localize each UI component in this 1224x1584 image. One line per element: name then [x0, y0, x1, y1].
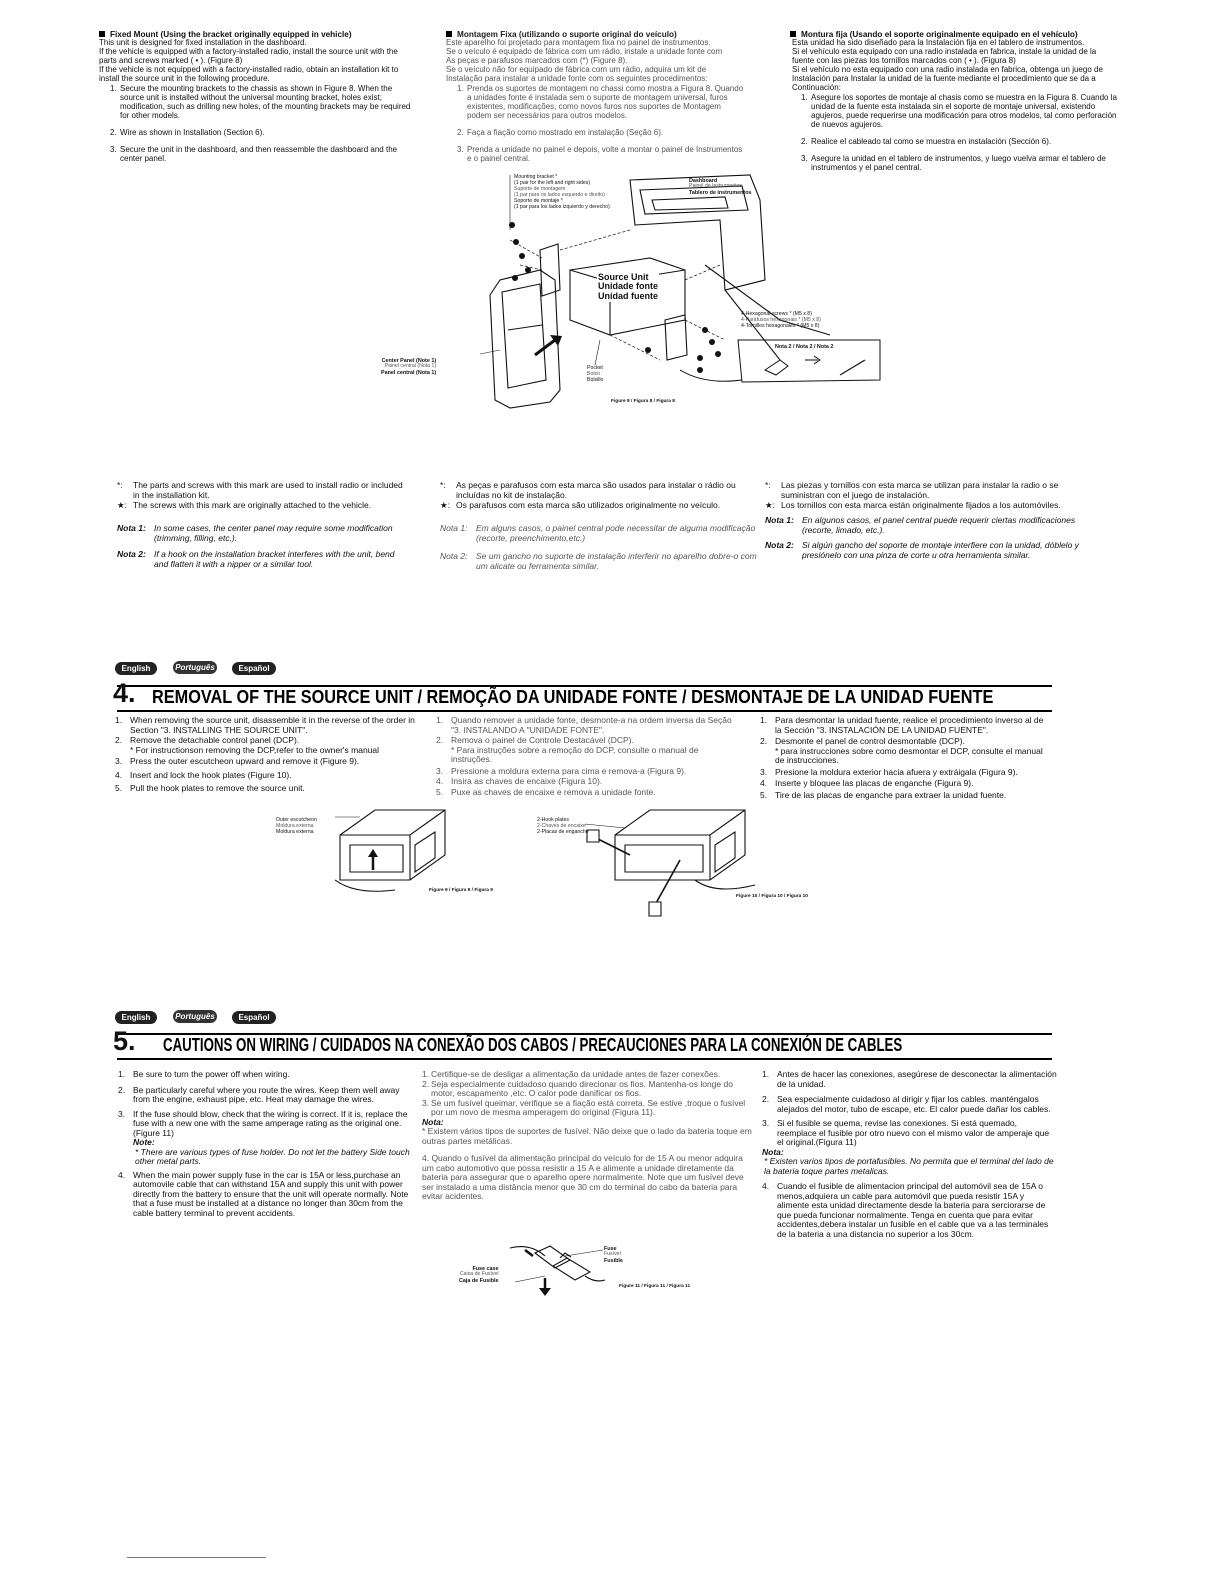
list-item: 1. Para desmontar la unidad fuente, realice el procedimiento inverso al de la Sección "3. INSTALACIÓN DE LA UNIDAD FUENTE".	[760, 715, 1044, 735]
list-item: 2. Remova o painel de Controle Destacável (DCP). * Para instruções sobre a remoção do DCP, consulte o manual de instruções.	[436, 735, 699, 765]
note-item: Nota 1: En algunos casos, el panel central puede requerir ciertas modificaciones (recorte, limado, etc.).	[765, 515, 1076, 536]
marks-notes-pt	[440, 481, 758, 571]
list-item: 3. Si el fusible se quema, revise las conexiones. Si está quemado, reemplace el fusible por otro nuevo con el mismo valor de amperaje que el original.(Figura 11)	[762, 1118, 1050, 1148]
fig8-pocket-label: Pocket Bolso Bolsillo	[587, 365, 604, 383]
fixed-mount-es-heading: Montura fija (Usando el soporte originalmente equipado en el vehículo)	[790, 30, 1120, 39]
list-item: 1. Prenda os suportes de montagem no chassi como mostra a Figura 8. Quando a unidades fonte é instalada sem o suporte de montagem universal, furos existentes, modificações, como novos furos nos suportes de Montagem podem ser necessários para outros modelos.	[457, 83, 744, 120]
section5-es-note-label: Nota:	[762, 1146, 784, 1157]
note-item: Nota 2: If a hook on the installation bracket interferes with the unit, bend and flatten it with a nipper or a similar tool.	[117, 548, 395, 569]
list-item: 1. Asegure los soportes de montaje al chasis como se muestra en la Figura 8. Cuando la unidad de la fuente esta instalada sin el soporte de montaje universal, existendo agujeros, puede requerirse una modificación para otros modelos, tal como perforación de nuevos agujeros.	[801, 92, 1117, 129]
list-item: 4. Insert and lock the hook plates (Figure 10).	[115, 769, 292, 780]
fig8-hex-screws-label: 4-Hexagonal screws * (M5 x 8) 4-Parafusos hexagonais * (M5 x 8) 4-Tornillos hexagonales * (M5 x 8)	[741, 311, 821, 329]
section4-rule-bottom	[117, 710, 1052, 712]
fig11-fuse-case-label: Fuse case Caixa de Fusível Caja de Fusible	[459, 1266, 499, 1285]
note-item: Nota 2: Si algún gancho del soporte de montaje interfiere con la unidad, dóblelo y presiónelo con una pinza de corte u otra herramienta similar.	[765, 539, 1079, 560]
figure-10-diagram	[585, 800, 760, 920]
list-item: 5. Pull the hook plates to remove the source unit.	[115, 783, 305, 794]
list-item: 2. Desmonte el panel de control desmontable (DCP). * para instrucciones sobre como desmontar el DCP, consulte el manual de instrucciones.	[760, 736, 1043, 766]
note-item: Nota 1: In some cases, the center panel may require some modification (trimming, filling, etc.).	[117, 523, 393, 544]
section5-es-item-4: 4. Cuando el fusible de alimentacion principal del automóvil sea de 15A o menos,adquiera un cable para automóvil que pueda resistir 15A y alimente esta unidad directamente desde la bateria para serciorarse de que pueda funcionar normalmente. Tenga en cuenta que para evitar accidentes,debera instalar un fusible en el cable que va a las terminales de la bateria a una distancia no superior a los 30cm.	[762, 1181, 1049, 1239]
list-item: 2. Seja especialmente cuidadoso quando direcionar os fios. Mantenha-os longe do motor, escapamento ,etc. O calor pode danificar os fios.	[422, 1078, 733, 1099]
section5-number: 5.	[113, 1026, 136, 1056]
fig8-dashboard-label: Dashboard Painel de Instrumentos Tablero de instrumentos	[689, 178, 752, 197]
list-item: 3. Asegure la unidad en el tablero de instrumentos, y luego vuelva armar el tablero de instrumentos y el panel central.	[801, 153, 1106, 172]
fixed-mount-es	[790, 30, 1120, 173]
fig8-note2-label: Nota 2 / Nota 2 / Nota 2	[775, 344, 834, 350]
fig8-caption: Figure 8 / Figura 8 / Figura 8	[611, 399, 675, 404]
mark-item: *: The parts and screws with this mark are used to install radio or included in the installation kit.	[117, 480, 403, 500]
fig10-hook-plates-label: 2-Hook plates 2-Chaves de encaixe 2-Placas de enganche	[537, 817, 589, 835]
fig10-caption: Figure 10 / Figura 10 / Figura 10	[736, 894, 808, 899]
list-item: 4. Insira as chaves de encaixe (Figura 10).	[436, 776, 603, 787]
lang-tab-english-2: English	[115, 1011, 157, 1024]
list-item: 3. Se um fusível queimar, verifique se a fiação está correta. Se estive ,troque o fusível por um novo de mesma amperagem do original (Figura 11).	[422, 1097, 746, 1118]
list-item: 5. Puxe as chaves de encaixe e remova a unidade fonte.	[436, 786, 656, 797]
list-item: 1. Certifique-se de desligar a alimentação da unidade antes de fazer conexões.	[422, 1069, 721, 1079]
section5-en-note: * There are various types of fuse holder. Do not let the battery Side touch other metal parts.	[135, 1146, 410, 1167]
section4-es	[760, 714, 1050, 800]
list-item: 2. Faça a fiação como mostrado em instalação (Seção 6).	[457, 127, 664, 137]
section4-number: 4.	[113, 678, 136, 708]
fixed-mount-en-heading: Fixed Mount (Using the bracket originally equipped in vehicle)	[99, 30, 411, 39]
section5-es-note: * Existen varios tipos de portafusibles. No permita que el terminal del lado de la bateria toque partes metalicas.	[764, 1156, 1054, 1176]
section4-en	[115, 714, 415, 794]
section5-pt-item-4: 4. Quando o fusível da alimentação principal do veículo for de 15 A ou menor adquira um cabo automotivo que possa resistir a 15 A e alimente a unidade diretamente da bateria para assegurar que o aparelho opere normalmente. Note que um fusível deve ser instalado a uma distância menor que 30 cm do terminal do cabo da bateria para evitar acidentes.	[422, 1153, 744, 1202]
section4-title: REMOVAL OF THE SOURCE UNIT / REMOÇÃO DA UNIDADE FONTE / DESMONTAJE DE LA UNIDAD FUENTE	[152, 687, 994, 707]
note-item: Nota 2: Se um gancho no suporte de instalação interferir no aparelho dobre-o com um alicate ou ferramenta similar.	[440, 550, 757, 571]
section5-pt-note-label: Nota:	[422, 1116, 444, 1127]
fig8-mounting-bracket-label: Mounting bracket * (1 pair for the left and right sides) Suporte de montagem (1 par para os lados esquerdo e direito) Soporte de montaje * (1 par para los lados izquierdo y derecho)	[514, 174, 610, 210]
lang-tab-espanol-2: Español	[232, 1011, 276, 1024]
mark-item: ★: Los tornillos con esta marca están originalmente fijados a los automóviles.	[765, 499, 1061, 510]
list-item: 3. Pressione a moldura externa para cima e remova-a (Figura 9).	[436, 765, 687, 776]
list-item: 2. Wire as shown in Installation (Section 6).	[110, 127, 265, 137]
fixed-mount-pt-heading: Montagem Fixa (utilizando o suporte original do veículo)	[446, 30, 746, 39]
list-item: 3. Secure the unit in the dashboard, and then reassemble the dashboard and the center panel.	[110, 144, 398, 163]
list-item: 1. Quando remover a unidade fonte, desmonte-a na ordem inversa da Seção "3. INSTALANDO A "UNIDADE FONTE".	[436, 715, 732, 735]
fig11-caption: Figure 11 / Figura 11 / Figura 11	[619, 1284, 691, 1289]
list-item: 1. Antes de hacer las conexiones, asegúrese de desconectar la alimentación de la unidad.	[762, 1069, 1057, 1089]
list-item: 2. Sea especialmente cuidadoso al dirigir y fijar los cables. manténgalos alejados del motor, tubo de escape, etc. El calor puede dañar los cables.	[762, 1094, 1051, 1114]
list-item: 3. Press the outer escutcheon upward and remove it (Figure 9).	[115, 756, 360, 767]
fixed-mount-en	[99, 30, 411, 164]
fixed-mount-pt-intro: Este aparelho foi projetado para montagem fixa no painel de instrumentos. Se o veículo é equipado de fábrica com um rádio, instale a unidade fonte com As peças e parafusos marcados com (*) (Figure 8). Se o veículo não for equipado de fábrica com um rádio, adquira um kit de Instalação para instalar a unidade fonte com os seguintes procedimentos:	[446, 38, 723, 83]
fig8-source-unit-label: Source Unit Unidade fonte Unidad fuente	[598, 272, 658, 301]
mark-item: *: Las piezas y tornillos con esta marca se utilizan para instalar la radio o se suministran con el juego de instalación.	[765, 480, 1059, 500]
note-item: Nota 1: Em alguns casos, o painel central pode necessitar de alguma modificação (recorte, preenchimento,etc.)	[440, 523, 756, 544]
fig9-outer-escutcheon-label: Outer escutcheon Moldura externa Moldura externa	[276, 817, 317, 835]
list-item: 2. Realice el cableado tal como se muestra en instalación (Sección 6).	[801, 136, 1052, 146]
list-item: 3. Presione la moldura exterior hacia afuera y extráigala (Figura 9).	[760, 766, 1018, 777]
list-item: 3. Prenda a unidade no painel e depois, volte a montar o painel de Instrumentos e o painel central.	[457, 144, 743, 163]
section5-en-note-label: Note:	[133, 1137, 155, 1148]
marks-notes-en	[117, 481, 409, 569]
section5-en	[118, 1068, 418, 1218]
list-item: 4. Inserte y bloquee las placas de enganche (Figura 9).	[760, 778, 974, 789]
figure-11-diagram	[505, 1238, 615, 1298]
mark-item: ★: Os parafusos com esta marca são utilizados originalmente no veículo.	[440, 499, 721, 510]
list-item: 3. If the fuse should blow, check that the wiring is correct. If it is, replace the fuse with a new one with the same amperage rating as the original one.(Figure 11) Note: * There are various types of fuse holder. Do not let the battery Side touch other metal parts.	[118, 1110, 418, 1167]
lang-tab-english: English	[115, 662, 157, 675]
section4-pt	[436, 714, 736, 797]
list-item: 1. Be sure to turn the power off when wiring.	[118, 1069, 290, 1079]
lang-tab-espanol: Español	[232, 662, 276, 675]
list-item: 4. When the main power supply fuse in the car is 15A or less,purchase an automovile cable that can withstand 15A and supply this unit with power directly from the battery to ensure that the unit will operate normally. Note that a fuse must be installed at a distance no longer than 30cm from the cable battery terminal to prevent accidents.	[118, 1169, 409, 1218]
fig11-fuse-label: Fuse Fusível Fusible	[604, 1246, 623, 1265]
lang-tab-portugues: Português	[173, 661, 217, 674]
fig8-center-panel-label: Center Panel (Note 1) Painel central (Nota 1) Panel central (Nota 1)	[381, 358, 437, 377]
list-item: 1. When removing the source unit, disassemble it in the reverse of the order in Section "3. INSTALLING THE SOURCE UNIT".	[115, 715, 415, 735]
fixed-mount-pt	[446, 30, 746, 164]
list-item: 2. Be particularly careful where you route the wires. Keep them well away from the engine, exhaust pipe, etc. Heat may damage the wires.	[118, 1084, 400, 1105]
mark-item: *: As peças e parafusos com esta marca são usados para instalar o rádio ou incluídas no kit de instalação.	[440, 480, 736, 500]
mark-item: ★: The screws with this mark are originally attached to the vehicle.	[117, 499, 372, 510]
list-item: 2. Remove the detachable control panel (DCP). * For instructionson removing the DCP,refer to the owner's manual	[115, 735, 380, 755]
list-item: 5. Tire de las placas de enganche para extraer la unidad fuente.	[760, 789, 1007, 800]
figure-9-diagram	[335, 800, 450, 895]
section5-pt	[422, 1068, 752, 1202]
fig9-caption: Figure 9 / Figura 9 / Figura 9	[429, 888, 493, 893]
section5-pt-note: * Existem vários tipos de suportes de fusível. Não deixe que o lado da bateria toque em outras partes metálicas.	[422, 1126, 752, 1146]
section5-es	[762, 1068, 1058, 1239]
marks-notes-es	[765, 481, 1085, 560]
fixed-mount-es-intro: Esta unidad ha sido diseñado para la Instalación fija en el tablero de instrumentos. Si el vehículo esta equipado con una radio instalada en fabrica, instale la unidad de la fuente con las piezas los tornillos marcados con ( • ). (Figura 8) Si el vehículo no esta equipado con una radio instalada en fabrica, obtenga un juego de Instalación para Instalar la unidad de la fuente mediante el procedimiento que se da a Continuación:	[792, 38, 1103, 92]
footer-link-line	[127, 1557, 266, 1558]
fixed-mount-en-intro: This unit is designed for fixed installation in the dashboard. If the vehicle is equipped with a factory-installed radio, install the source unit with the parts and screws marked ( • ). (Figure 8) If the vehicle is not equipped with a factory-installed radio, obtain an installation kit to install the source unit in the following procedure.	[99, 38, 399, 83]
lang-tab-portugues-2: Português	[173, 1010, 217, 1023]
section5-title: CAUTIONS ON WIRING / CUIDADOS NA CONEXÃO DOS CABOS / PRECAUCIONES PARA LA CONEXIÓN DE CABLES	[163, 1035, 903, 1055]
section5-rule-bottom	[117, 1058, 1052, 1060]
list-item: 1. Secure the mounting brackets to the chassis as shown in Figure 8. When the source unit is installed without the universal mounting bracket, holes exist; modification, such as drilling new holes, of the mounting brackets may be required for other models.	[110, 83, 411, 120]
